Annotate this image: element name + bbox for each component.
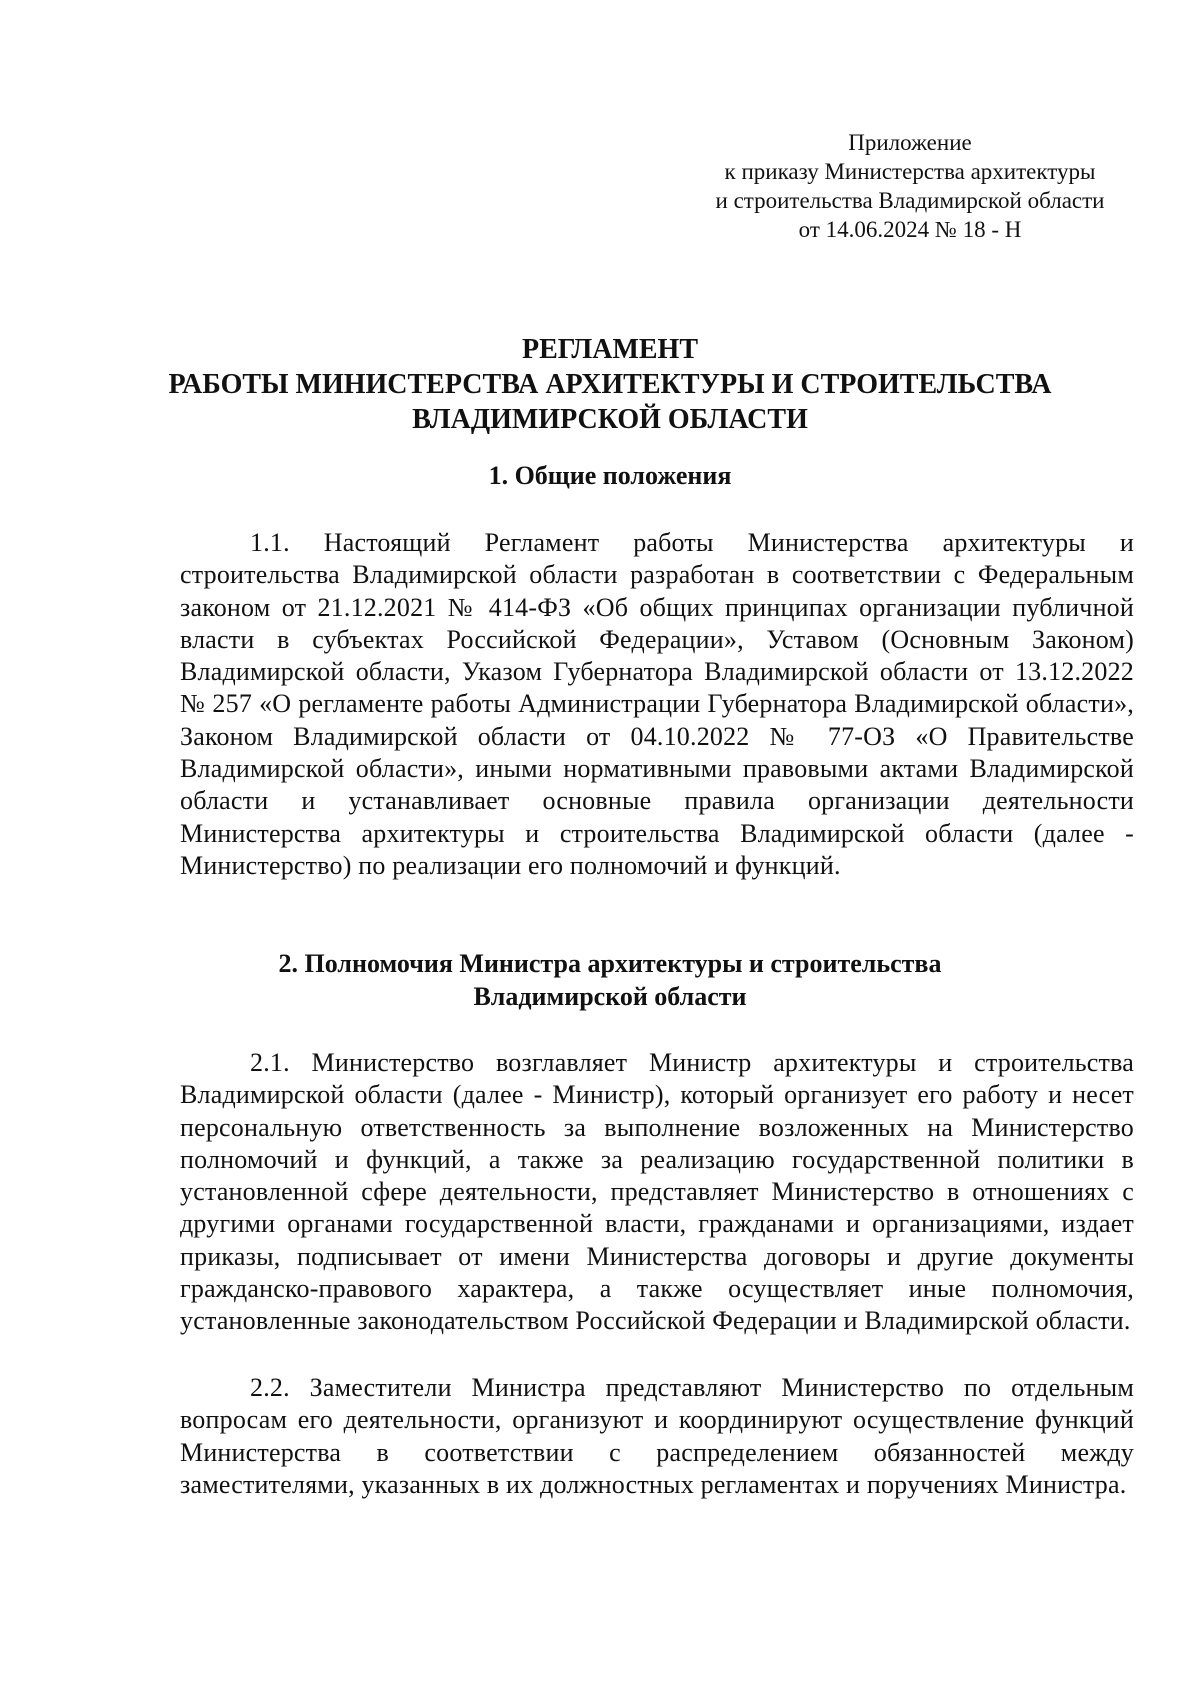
appendix-line-3: и строительства Владимирской области: [715, 188, 1105, 213]
appendix-line-4: от 14.06.2024 № 18 - Н: [798, 217, 1022, 242]
appendix-line-1: Приложение: [848, 130, 972, 155]
section-1-heading-text: 1. Общие положения: [488, 461, 732, 490]
title-line-1: РЕГЛАМЕНТ: [521, 334, 698, 365]
section-2-heading: [160, 947, 1060, 1013]
section-2-heading-line-2: Владимирской области: [473, 982, 747, 1011]
appendix-line-2: к приказу Министерства архитектуры: [724, 159, 1096, 184]
paragraph-2-1: 2.1. Министерство возглавляет Министр архитектуры и строительства Владимирской области (далее - Министр), который организует его работу и несет персональную ответственность за выполнение возложенных на Министерство полномочий и функций, а также за реализацию государственной политики в установленной сфере деятельности, представляет Министерство в отношениях с другими органами государственной власти, гражданами и организациями, издает приказы, подписывает от имени Министерства договоры и другие документы гражданско-правового характера, а также осуществляет иные полномочия, установленные законодательством Российской Федерации и Владимирской области.: [180, 1048, 1134, 1336]
section-1-heading: [160, 459, 1060, 492]
document-title: [160, 332, 1060, 437]
paragraph-1-1: 1.1. Настоящий Регламент работы Министерства архитектуры и строительства Владимирской области разработан в соответствии с Федеральным законом от 21.12.2021 № 414-ФЗ «Об общих принципах организации публичной власти в субъектах Российской Федерации», Уставом (Основным Законом) Владимирской области, Указом Губернатора Владимирской области от 13.12.2022 № 257 «О регламенте работы Администрации Губернатора Владимирской области», Законом Владимирской области от 04.10.2022 № 77-ОЗ «О Правительстве Владимирской области», иными нормативными правовыми актами Владимирской области и устанавливает основные правила организации деятельности Министерства архитектуры и строительства Владимирской области (далее - Министерство) по реализации его полномочий и функций.: [180, 528, 1134, 880]
title-line-2: РАБОТЫ МИНИСТЕРСТВА АРХИТЕКТУРЫ И СТРОИТЕЛЬСТВА: [168, 369, 1052, 400]
title-line-3: ВЛАДИМИРСКОЙ ОБЛАСТИ: [412, 404, 808, 435]
appendix-header: [660, 128, 1160, 244]
section-2-heading-line-1: 2. Полномочия Министра архитектуры и строительства: [278, 949, 942, 978]
paragraph-2-2: 2.2. Заместители Министра представляют Министерство по отдельным вопросам его деятельности, организуют и координируют осуществление функций Министерства в соответствии с распределением обязанностей между заместителями, указанных в их должностных регламентах и поручениях Министра.: [180, 1373, 1134, 1499]
